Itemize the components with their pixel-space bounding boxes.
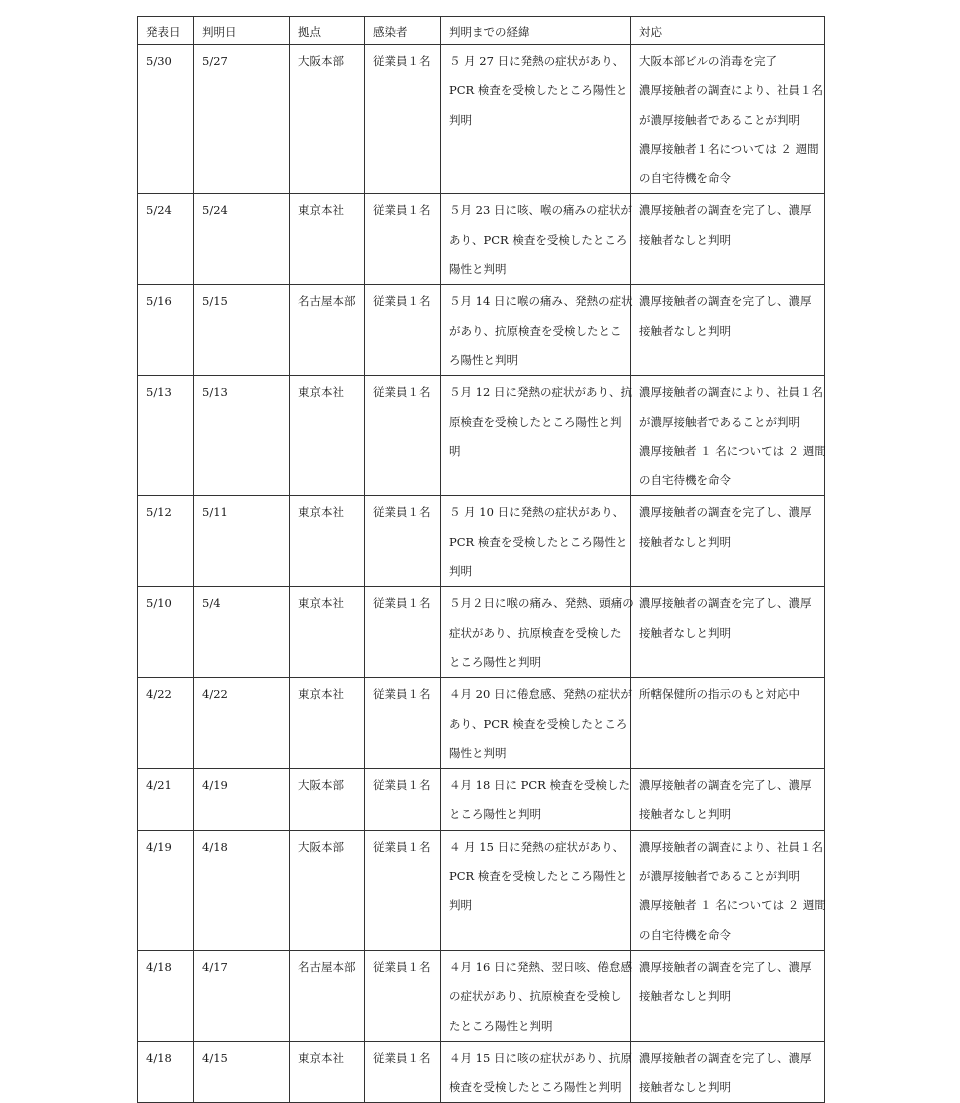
cell-history-line: たところ陽性と判明	[449, 1018, 553, 1033]
cell-history	[441, 194, 631, 285]
header-confirmed-date: 判明日	[194, 17, 290, 45]
cell-history-line: 判明	[449, 564, 472, 579]
cell-response-line: 接触者なしと判明	[639, 232, 731, 247]
cell-site: 東京本社	[290, 678, 365, 769]
cell-confirmed-date: 5/4	[194, 587, 290, 678]
cell-history-line: 判明	[449, 112, 472, 127]
cell-history	[441, 830, 631, 950]
cell-history-line: ４月 18 日に PCR 検査を受検した	[449, 778, 630, 793]
cell-announced-date: 4/18	[138, 950, 194, 1041]
cell-response	[631, 769, 825, 831]
cell-site: 大阪本部	[290, 830, 365, 950]
cell-history-line: PCR 検査を受検したところ陽性と	[449, 534, 628, 549]
cell-history-line: の症状があり、抗原検査を受検し	[449, 989, 622, 1004]
cell-response-line: 接触者なしと判明	[639, 534, 731, 549]
cell-site: 名古屋本部	[290, 285, 365, 376]
cell-announced-date: 5/10	[138, 587, 194, 678]
cell-site: 名古屋本部	[290, 950, 365, 1041]
cell-history-line: ５月 12 日に発熱の症状があり、抗	[449, 385, 632, 400]
cell-history-line: 原検査を受検したところ陽性と判	[449, 414, 622, 429]
cell-response-line: 所轄保健所の指示のもと対応中	[639, 687, 800, 702]
cell-history-line: ４月 16 日に発熱、翌日咳、倦怠感	[449, 959, 632, 974]
cell-confirmed-date: 5/13	[194, 376, 290, 496]
cell-confirmed-date: 4/17	[194, 950, 290, 1041]
cell-response-line: 濃厚接触者の調査を完了し、濃厚	[639, 505, 812, 520]
cell-infected: 従業員１名	[365, 678, 441, 769]
cell-response-line: 濃厚接触者 １ 名については ２ 週間	[639, 898, 826, 913]
cell-history-line: 陽性と判明	[449, 262, 507, 277]
cell-response	[631, 830, 825, 950]
infection-report-table	[137, 16, 825, 1103]
cell-confirmed-date: 4/18	[194, 830, 290, 950]
cell-response-line: 濃厚接触者の調査を完了し、濃厚	[639, 203, 812, 218]
cell-history	[441, 769, 631, 831]
cell-response-line: 濃厚接触者の調査を完了し、濃厚	[639, 778, 812, 793]
cell-response-line: の自宅待機を命令	[639, 927, 731, 942]
cell-history-line: 判明	[449, 898, 472, 913]
cell-response-line: 濃厚接触者１名については ２ 週間	[639, 141, 819, 156]
cell-response	[631, 587, 825, 678]
cell-announced-date: 5/12	[138, 496, 194, 587]
cell-history-line: ところ陽性と判明	[449, 807, 541, 822]
cell-history	[441, 496, 631, 587]
cell-history-line: 検査を受検したところ陽性と判明	[449, 1080, 622, 1095]
cell-infected: 従業員１名	[365, 769, 441, 831]
cell-announced-date: 5/16	[138, 285, 194, 376]
cell-response-line: 濃厚接触者の調査を完了し、濃厚	[639, 596, 812, 611]
cell-history-line: あり、PCR 検査を受検したところ	[449, 716, 628, 731]
table-row	[138, 285, 825, 376]
cell-response-line: 大阪本部ビルの消毒を完了	[639, 54, 777, 68]
cell-response-line: 濃厚接触者の調査を完了し、濃厚	[639, 294, 812, 309]
table-row	[138, 830, 825, 950]
cell-confirmed-date: 5/11	[194, 496, 290, 587]
cell-history	[441, 45, 631, 194]
cell-response-line: 接触者なしと判明	[639, 1080, 731, 1095]
cell-site: 大阪本部	[290, 769, 365, 831]
cell-confirmed-date: 4/19	[194, 769, 290, 831]
cell-history-line: があり、抗原検査を受検したとこ	[449, 323, 622, 338]
cell-history-line: 明	[449, 443, 461, 458]
cell-announced-date: 4/18	[138, 1041, 194, 1103]
cell-response	[631, 45, 825, 194]
cell-history-line: あり、PCR 検査を受検したところ	[449, 232, 628, 247]
cell-response	[631, 496, 825, 587]
cell-site: 東京本社	[290, 587, 365, 678]
cell-response-line: 接触者なしと判明	[639, 625, 731, 640]
cell-confirmed-date: 5/15	[194, 285, 290, 376]
header-history: 判明までの経緯	[441, 17, 631, 45]
cell-history	[441, 285, 631, 376]
cell-infected: 従業員１名	[365, 194, 441, 285]
cell-history-line: ５月 23 日に咳、喉の痛みの症状が	[449, 203, 632, 218]
cell-infected: 従業員１名	[365, 830, 441, 950]
cell-infected: 従業員１名	[365, 285, 441, 376]
cell-announced-date: 4/22	[138, 678, 194, 769]
cell-history-line: ５ 月 10 日に発熱の症状があり、	[449, 505, 625, 520]
cell-history-line: PCR 検査を受検したところ陽性と	[449, 869, 628, 884]
cell-confirmed-date: 5/24	[194, 194, 290, 285]
table-row	[138, 678, 825, 769]
cell-history	[441, 587, 634, 678]
table-row	[138, 45, 825, 194]
cell-history-line: ところ陽性と判明	[449, 654, 541, 669]
cell-response-line: 接触者なしと判明	[639, 989, 731, 1004]
cell-response-line: 濃厚接触者の調査により、社員１名	[639, 839, 823, 854]
cell-response-line: 濃厚接触者の調査により、社員１名	[639, 83, 823, 98]
table-row	[138, 587, 825, 678]
cell-history-line: ５ 月 27 日に発熱の症状があり、	[449, 54, 625, 68]
cell-response-line: 濃厚接触者の調査により、社員１名	[639, 385, 823, 400]
cell-announced-date: 5/24	[138, 194, 194, 285]
cell-response	[631, 285, 825, 376]
cell-history-line: PCR 検査を受検したところ陽性と	[449, 83, 628, 98]
cell-history-line: ろ陽性と判明	[449, 352, 518, 367]
cell-response-line: の自宅待機を命令	[639, 171, 731, 186]
table-row	[138, 950, 825, 1041]
cell-announced-date: 4/21	[138, 769, 194, 831]
header-response: 対応	[631, 17, 825, 45]
cell-infected: 従業員１名	[365, 587, 441, 678]
cell-response-line: 接触者なしと判明	[639, 807, 731, 822]
cell-response	[631, 194, 825, 285]
cell-response	[631, 376, 825, 496]
cell-site: 東京本社	[290, 1041, 365, 1103]
cell-history-line: 症状があり、抗原検査を受検した	[449, 625, 622, 640]
cell-response	[631, 678, 825, 769]
cell-announced-date: 5/30	[138, 45, 194, 194]
cell-history-line: 陽性と判明	[449, 745, 507, 760]
cell-confirmed-date: 4/22	[194, 678, 290, 769]
header-infected: 感染者	[365, 17, 441, 45]
cell-response-line: 接触者なしと判明	[639, 323, 731, 338]
table-row	[138, 496, 825, 587]
cell-response-line: の自宅待機を命令	[639, 473, 731, 488]
cell-response-line: が濃厚接触者であることが判明	[639, 112, 800, 127]
cell-infected: 従業員１名	[365, 376, 441, 496]
header-site: 拠点	[290, 17, 365, 45]
cell-site: 大阪本部	[290, 45, 365, 194]
cell-confirmed-date: 5/27	[194, 45, 290, 194]
cell-site: 東京本社	[290, 496, 365, 587]
cell-history-line: ５月２日に喉の痛み、発熱、頭痛の	[449, 596, 634, 611]
table-row	[138, 376, 825, 496]
cell-response-line: 濃厚接触者の調査を完了し、濃厚	[639, 959, 812, 974]
cell-response-line: が濃厚接触者であることが判明	[639, 869, 800, 884]
cell-history-line: ４月 20 日に倦怠感、発熱の症状が	[449, 687, 632, 702]
cell-response-line: 濃厚接触者の調査を完了し、濃厚	[639, 1050, 812, 1065]
cell-response-line: 濃厚接触者 １ 名については ２ 週間	[639, 443, 826, 458]
cell-infected: 従業員１名	[365, 496, 441, 587]
cell-site: 東京本社	[290, 194, 365, 285]
cell-infected: 従業員１名	[365, 1041, 441, 1103]
cell-confirmed-date: 4/15	[194, 1041, 290, 1103]
header-announced-date: 発表日	[138, 17, 194, 45]
table-row	[138, 194, 825, 285]
table-header-row	[138, 17, 825, 45]
cell-announced-date: 4/19	[138, 830, 194, 950]
cell-response-line: が濃厚接触者であることが判明	[639, 414, 800, 429]
cell-infected: 従業員１名	[365, 950, 441, 1041]
cell-history-line: ４ 月 15 日に発熱の症状があり、	[449, 839, 625, 854]
cell-response	[631, 950, 825, 1041]
cell-infected: 従業員１名	[365, 45, 441, 194]
cell-history	[441, 376, 631, 496]
table-row	[138, 769, 825, 831]
cell-history-line: ５月 14 日に喉の痛み、発熱の症状	[449, 294, 633, 309]
cell-history	[441, 950, 631, 1041]
cell-site: 東京本社	[290, 376, 365, 496]
cell-history-line: ４月 15 日に咳の症状があり、抗原	[449, 1050, 632, 1065]
cell-announced-date: 5/13	[138, 376, 194, 496]
cell-history	[441, 678, 631, 769]
